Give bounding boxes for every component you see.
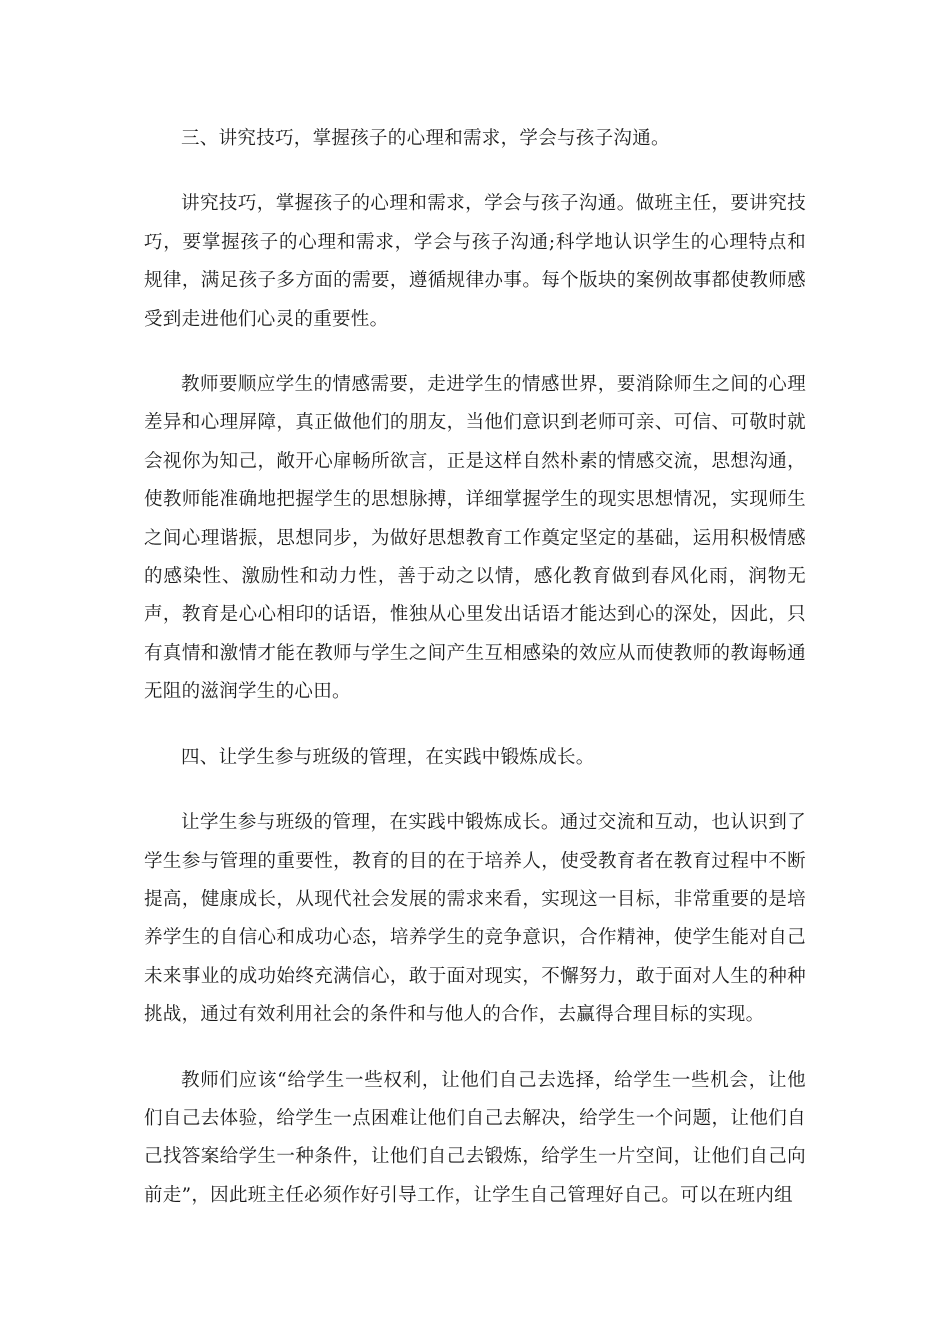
section-heading-4: 四、让学生参与班级的管理，在实践中锻炼成长。	[181, 746, 595, 768]
section-heading-3: 三、讲究技巧，掌握孩子的心理和需求，学会与孩子沟通。	[181, 128, 670, 149]
body-paragraph: 让学生参与班级的管理，在实践中锻炼成长。通过交流和互动，也认识到了学生参与管理的重要性，教育的目的在于培养人，使受教育者在教育过程中不断提高，健康成长，从现代社会发展的需求来看，实现这一目标，非常重要的是培养学生的自信心和成功心态，培养学生的竞争意识，合作精神，使学生能对自己未来事业的成功始终充满信心，敢于面对现实，不懈努力，敢于面对人生的种种挑战，通过有效利用社会的条件和与他人的合作，去赢得合理目标的实现。	[144, 812, 806, 1026]
body-paragraph: 教师们应该“给学生一些权利，让他们自己去选择，给学生一些机会，让他们自己去体验，给学生一点困难让他们自己去解决，给学生一个问题，让他们自己找答案给学生一种条件，让他们自己去锻炼，给学生一片空间，让他们自己向前走”，因此班主任必须作好引导工作，让学生自己管理好自己。可以在班内组	[144, 1069, 806, 1206]
body-paragraph: 教师要顺应学生的情感需要，走进学生的情感世界，要消除师生之间的心理差异和心理屏障，真正做他们的朋友，当他们意识到老师可亲、可信、可敬时就会视你为知己，敞开心扉畅所欲言，正是这样自然朴素的情感交流，思想沟通，使教师能准确地把握学生的思想脉搏，详细掌握学生的现实思想情况，实现师生之间心理谐振，思想同步，为做好思想教育工作奠定坚定的基础，运用积极情感的感染性、激励性和动力性，善于动之以情，感化教育做到春风化雨，润物无声，教育是心心相印的话语，惟独从心里发出话语才能达到心的深处，因此，只有真情和激情才能在教师与学生之间产生互相感染的效应从而使教师的教诲畅通无阻的滋润学生的心田。	[144, 374, 806, 703]
body-paragraph: 讲究技巧，掌握孩子的心理和需求，学会与孩子沟通。做班主任，要讲究技巧，要掌握孩子的心理和需求，学会与孩子沟通;科学地认识学生的心理特点和规律，满足孩子多方面的需要，遵循规律办事。每个版块的案例故事都使教师感受到走进他们心灵的重要性。	[144, 193, 806, 330]
document-page	[144, 120, 806, 1242]
